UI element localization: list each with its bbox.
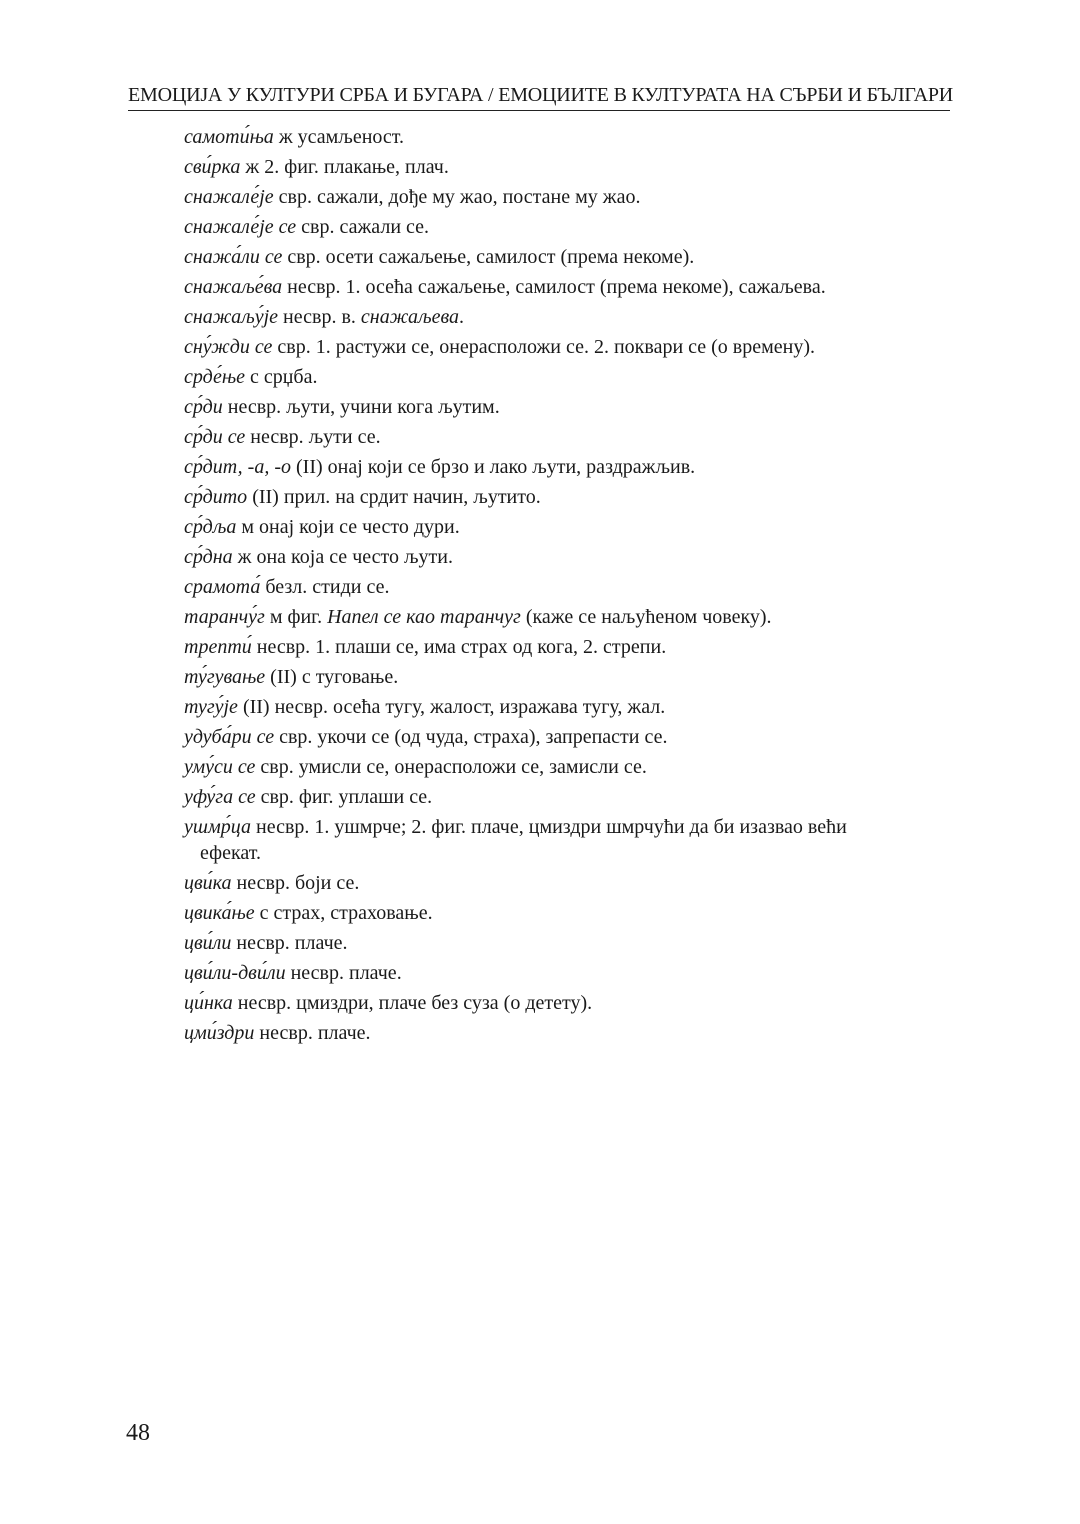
- entry: [184, 422, 952, 452]
- entry: [184, 602, 952, 632]
- entry: [184, 572, 952, 602]
- entry-continuation: ефекат.: [200, 842, 261, 864]
- entry-definition: ж 2. фиг. плакање, плач.: [240, 156, 449, 178]
- entry-headword: ту́гување: [184, 666, 266, 688]
- entry-headword: срде́ње: [184, 366, 245, 388]
- entry-headword: снажа́ли се: [184, 246, 283, 268]
- entry-definition: (II) несвр. осећа тугу, жалост, изражава тугу, жал.: [237, 696, 666, 718]
- entry-headword: трепти́: [184, 636, 252, 658]
- entry-headword: сну́жди се: [184, 336, 273, 358]
- entry-definition: (II) онај који се брзо и лако љути, раздражљив.: [291, 456, 696, 478]
- entry-definition: свр. фиг. уплаши се.: [255, 786, 433, 808]
- entry-definition: несвр. љути, учини кога љутим.: [222, 396, 500, 418]
- entry: [184, 928, 952, 958]
- entry-definition: несвр. 1. осећа сажаљење, самилост (према некоме), сажаљева.: [282, 276, 826, 298]
- header-bulgarian-title: ЕМОЦИИТЕ В КУЛТУРАТА НА СЪРБИ И БЪЛГАРИ: [498, 84, 954, 106]
- entry-cross-reference: снажаљева: [360, 306, 460, 328]
- entry-definition: несвр. плаче.: [231, 932, 348, 954]
- entry: [184, 212, 952, 242]
- entry-headword: таранчу́г: [184, 606, 265, 628]
- entry-headword: снажаље́ва: [184, 276, 283, 298]
- entry-definition: свр. сажали се.: [296, 216, 430, 238]
- entry-definition: несвр. плаче.: [285, 962, 402, 984]
- entry: [184, 152, 952, 182]
- entry: [184, 752, 952, 782]
- entry-definition: м фиг.: [264, 606, 328, 628]
- entry-headword: ср́ди се: [184, 426, 246, 448]
- entry-definition: с срџба.: [244, 366, 318, 388]
- entry: [184, 898, 952, 928]
- entry: [184, 662, 952, 692]
- entry-definition: м онај који се често дури.: [236, 516, 460, 538]
- entry-tail: .: [459, 306, 465, 328]
- entry-headword: ср́дна: [184, 546, 233, 568]
- entry: [184, 362, 952, 392]
- entry-headword: срамота́: [184, 576, 261, 598]
- entry-definition: свр. укочи се (од чуда, страха), запрепасти се.: [274, 726, 668, 748]
- entry: [184, 632, 952, 662]
- entry: [184, 988, 952, 1018]
- entry-headword: сви́рка: [184, 156, 241, 178]
- entry-headword: снажаљу́је: [184, 306, 279, 328]
- entry-definition: ж усамљеност.: [273, 126, 405, 148]
- entry-headword: цви́ка: [184, 872, 232, 894]
- entry-definition: с страх, страховање.: [254, 902, 433, 924]
- entry: [184, 242, 952, 272]
- entry-definition: ж она која се често љути.: [232, 546, 453, 568]
- header-serbian-title: ЕМОЦИЈА У КУЛТУРИ СРБА И БУГАРА: [128, 84, 484, 106]
- entry: [184, 868, 952, 898]
- dictionary-entries: [184, 122, 952, 1048]
- entry-headword: цви́ли: [184, 932, 232, 954]
- entry: [184, 722, 952, 752]
- page-number: 48: [126, 1420, 150, 1446]
- entry-headword: удуба́ри се: [184, 726, 275, 748]
- entry-definition: свр. 1. растужи се, онерасположи се. 2. поквари се (о времену).: [272, 336, 816, 358]
- entry-headword: снажале́је се: [184, 216, 297, 238]
- entry: [184, 302, 952, 332]
- entry-headword: уфу́га се: [184, 786, 256, 808]
- entry-headword: ср́дит, -а, -о: [184, 456, 291, 478]
- entry-headword: цвика́ње: [184, 902, 255, 924]
- entry-headword: ушмр́ца: [184, 816, 251, 838]
- entry-example: Напел се као таранчуг: [327, 606, 521, 628]
- entry: [184, 272, 952, 302]
- entry-definition: несвр. 1. плаши се, има страх од кога, 2. стрепи.: [251, 636, 667, 658]
- entry-definition: свр. умисли се, онерасположи се, замисли се.: [255, 756, 647, 778]
- header-rule: [128, 110, 950, 111]
- entry: [184, 812, 952, 868]
- entry-definition: несвр. плаче.: [254, 1022, 371, 1044]
- entry: [184, 482, 952, 512]
- entry: [184, 782, 952, 812]
- running-header: [128, 82, 954, 108]
- entry-headword: тугу́је: [184, 696, 238, 718]
- entry-definition: несвр. цмиздри, плаче без суза (о детету).: [232, 992, 593, 1014]
- entry: [184, 1018, 952, 1048]
- entry: [184, 122, 952, 152]
- entry: [184, 392, 952, 422]
- entry: [184, 332, 952, 362]
- header-separator: /: [483, 84, 499, 106]
- entry-headword: цви́ли-дви́ли: [184, 962, 286, 984]
- entry-headword: ср́дито: [184, 486, 248, 508]
- entry-definition: безл. стиди се.: [260, 576, 390, 598]
- entry-headword: снажале́је: [184, 186, 274, 208]
- entry: [184, 452, 952, 482]
- entry-tail: (каже се наљућеном човеку).: [520, 606, 772, 628]
- entry-definition: (II) прил. на срдит начин, љутито.: [247, 486, 541, 508]
- entry: [184, 512, 952, 542]
- entry-definition: несвр. љути се.: [245, 426, 381, 448]
- entry: [184, 958, 952, 988]
- entry-definition: свр. осети сажаљење, самилост (према некоме).: [282, 246, 695, 268]
- entry-headword: ци́нка: [184, 992, 233, 1014]
- entry-definition: свр. сажали, дође му жао, постане му жао.: [273, 186, 641, 208]
- entry-headword: ср́ди: [184, 396, 223, 418]
- entry-headword: уму́си се: [184, 756, 256, 778]
- entry-headword: ср́дља: [184, 516, 237, 538]
- entry-definition: несвр. в.: [278, 306, 361, 328]
- entry-definition: (II) с туговање.: [265, 666, 399, 688]
- entry-definition: несвр. боји се.: [231, 872, 360, 894]
- entry: [184, 542, 952, 572]
- entry: [184, 692, 952, 722]
- entry-definition: несвр. 1. ушмрче; 2. фиг. плаче, цмиздри шмрчући да би изазвао већи: [250, 816, 847, 838]
- entry-headword: самоти́ња: [184, 126, 274, 148]
- entry-headword: цми́здри: [184, 1022, 255, 1044]
- entry: [184, 182, 952, 212]
